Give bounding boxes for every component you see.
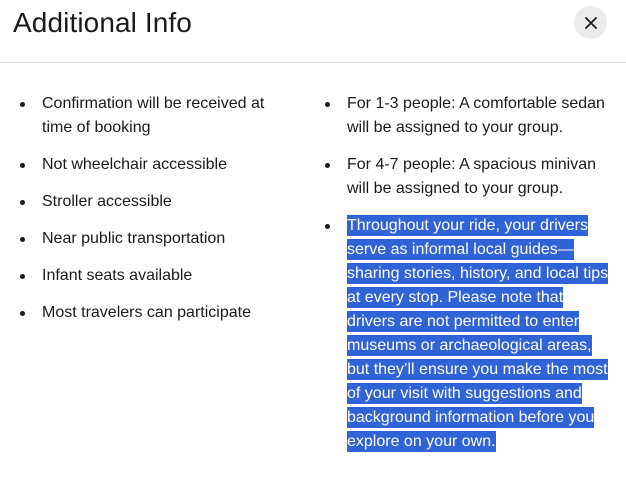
list-item-text: For 4-7 people: A spacious minivan will be assigned to your group. [347,156,597,197]
close-button[interactable] [574,6,607,39]
close-icon [584,16,598,30]
list-item [18,301,288,325]
list-item [323,153,613,201]
list-item [18,92,288,140]
list-item-text: Confirmation will be received at time of booking [42,95,265,136]
list-item-text: Infant seats available [42,267,193,284]
list-item [18,153,288,177]
list-item [18,264,288,288]
list-item-text: For 1-3 people: A comfortable sedan will be assigned to your group. [347,95,605,136]
modal-title: Additional Info [13,7,192,38]
list-item-text: Not wheelchair accessible [42,156,227,173]
list-item [323,92,613,140]
bullet-icon [20,237,25,242]
bullet-icon [325,224,330,229]
bullet-icon [325,102,330,107]
bullet-icon [20,274,25,279]
bullet-icon [20,163,25,168]
selected-text[interactable]: Throughout your ride, your drivers serve as informal local guides—sharing stories, history, and local tips at every stop. Please note that drivers are not permitted to enter museums or archaeological areas, but they’ll ensure you make the most of your visit with suggestions and background information before you explore on your own. [347,217,609,450]
modal-header [0,0,626,63]
info-list-right [323,92,613,467]
info-list-left [18,92,288,338]
list-item-text: Near public transportation [42,230,226,247]
bullet-icon [20,200,25,205]
list-item-text: Stroller accessible [42,193,172,210]
bullet-icon [20,102,25,107]
list-item [18,190,288,214]
list-item-selected [323,214,613,454]
list-item [18,227,288,251]
bullet-icon [325,163,330,168]
list-item-text: Most travelers can participate [42,304,251,321]
bullet-icon [20,311,25,316]
